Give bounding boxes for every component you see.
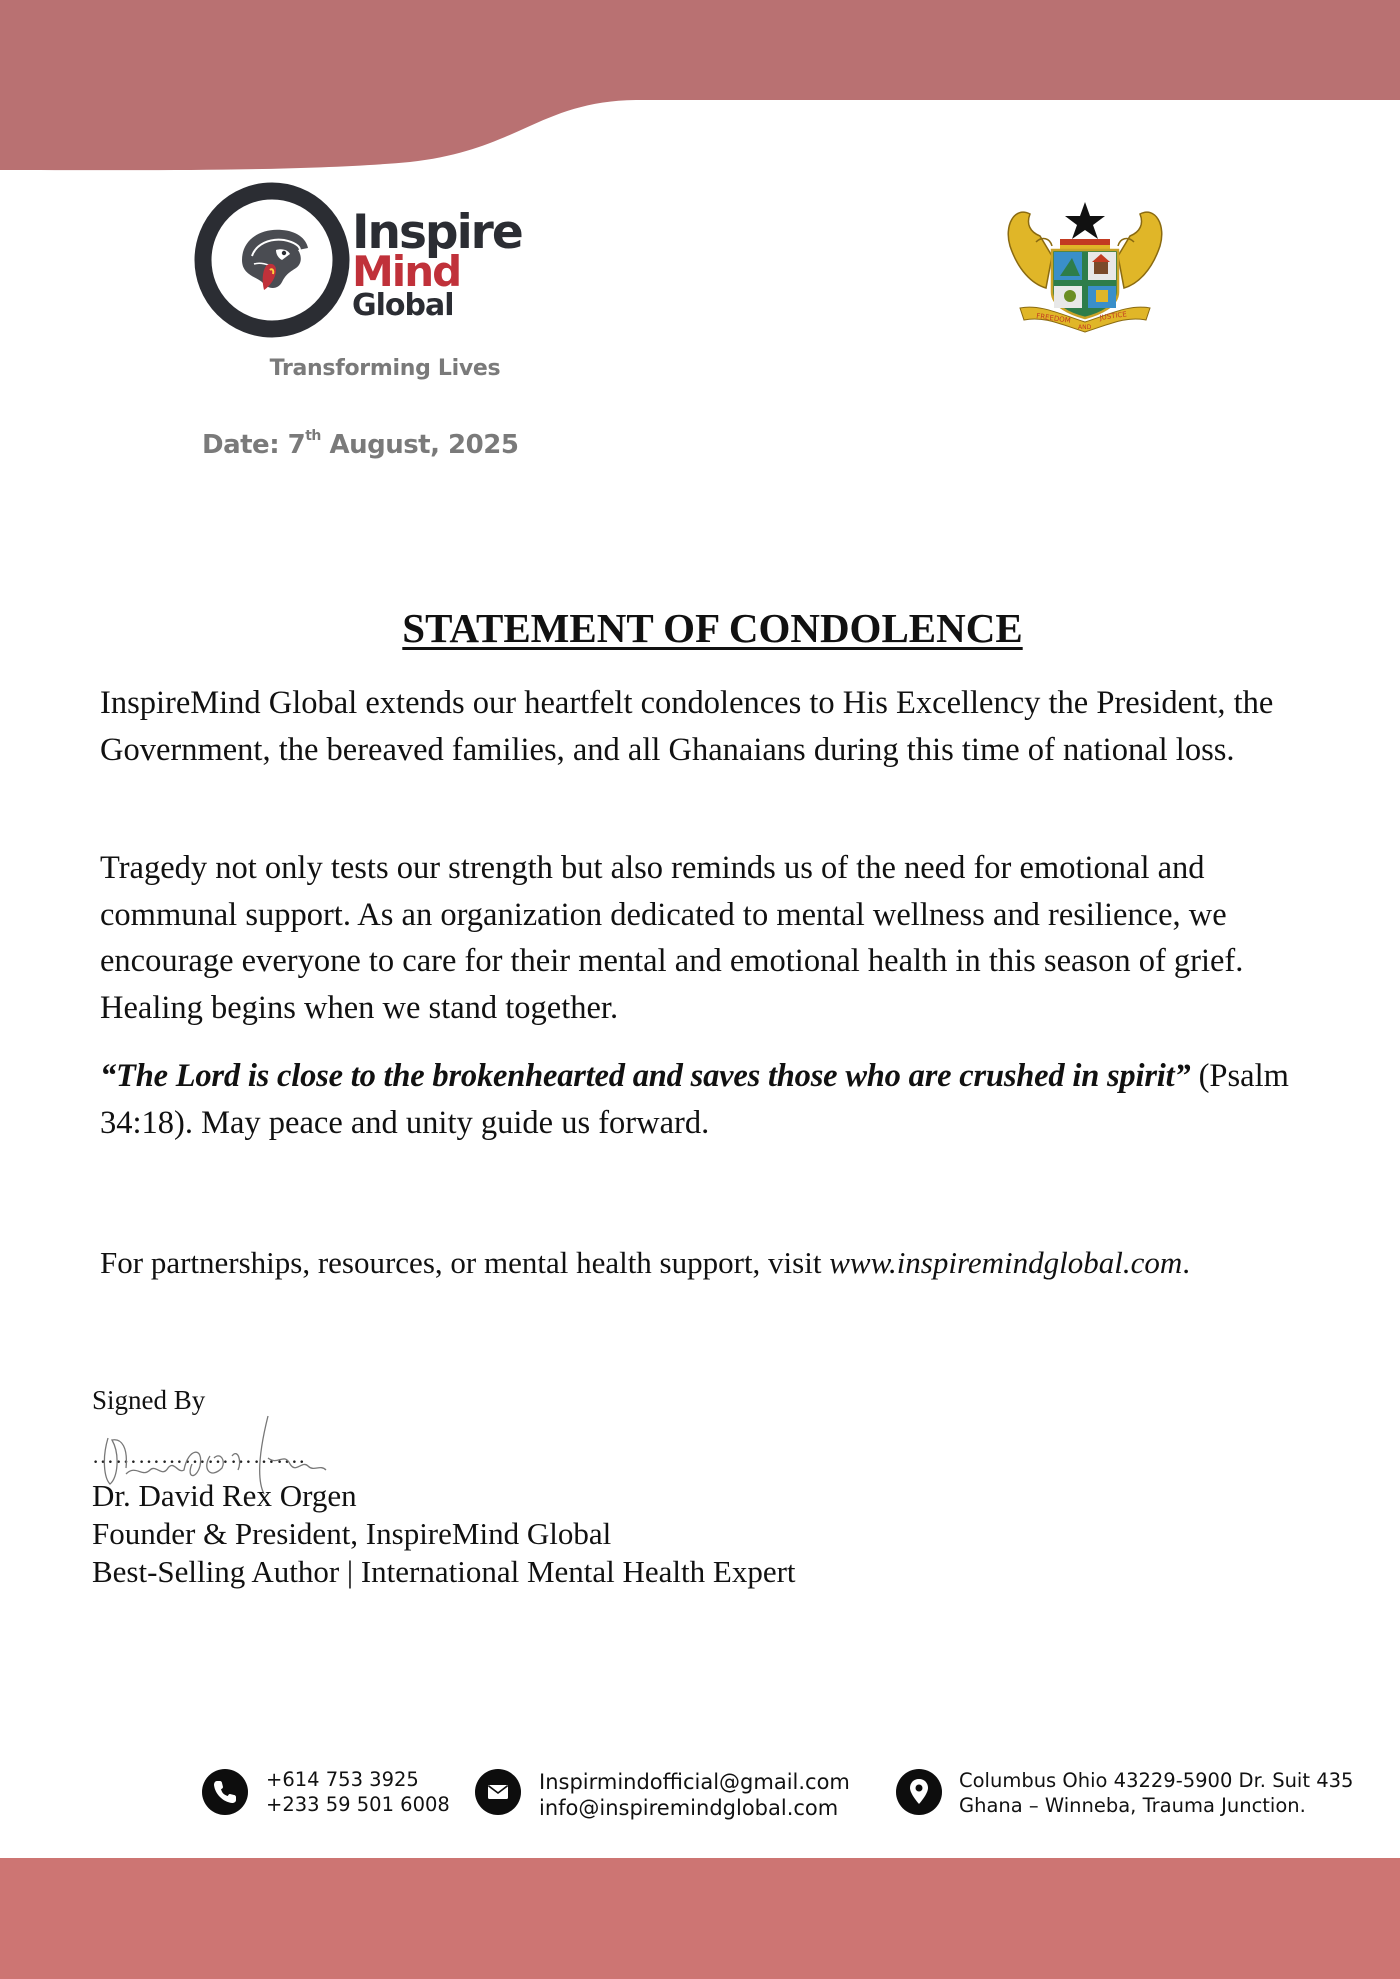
motto-justice: JUSTICE <box>1099 310 1128 322</box>
motto-freedom: FREEDOM <box>1035 312 1072 325</box>
paragraph-visit <box>100 1240 1340 1287</box>
signatory-credentials: Best-Selling Author | International Mental Health Expert <box>92 1554 796 1589</box>
scripture-reference: (Psalm 34:18). May peace and unity guide us forward. <box>100 1058 1289 1141</box>
paragraph-condolence: InspireMind Global extends our heartfelt condolences to His Excellency the President, the Government, the bereaved families, and all Ghanaians during this time of national loss. <box>100 685 1274 768</box>
date-suffix: August, 2025 <box>320 430 519 460</box>
phone-number-2[interactable]: +233 59 501 6008 <box>266 1793 450 1816</box>
website-link[interactable]: www.inspiremindglobal.com <box>829 1245 1183 1280</box>
signed-by-label: Signed By <box>92 1385 206 1415</box>
inspiremind-logo <box>190 178 530 348</box>
paragraph-support: Tragedy not only tests our strength but also reminds us of the need for emotional and communal support. As an organization dedicated to mental wellness and resilience, we encourage everyone to care for their mental and emotional health in this season of grief. Healing begins when we stand together. <box>100 850 1244 1026</box>
email-address-2[interactable]: info@inspiremindglobal.com <box>539 1796 839 1820</box>
footer-band <box>0 1858 1400 1979</box>
address-line-1: Columbus Ohio 43229-5900 Dr. Suit 435 <box>959 1769 1354 1792</box>
scripture-quote: “The Lord is close to the brokenhearted and saves those who are crushed in spirit” <box>100 1058 1191 1094</box>
location-pin-icon <box>896 1769 942 1815</box>
phone-numbers <box>266 1767 450 1817</box>
phone-icon <box>202 1769 248 1815</box>
visit-text: For partnerships, resources, or mental health support, visit <box>100 1245 830 1280</box>
address-line-2: Ghana – Winneba, Trauma Junction. <box>959 1794 1306 1817</box>
motto-and: AND <box>1078 324 1092 331</box>
logo-word-global: Global <box>352 288 454 323</box>
header-wave-band <box>0 0 1400 180</box>
logo-word-mind: Mind <box>352 247 461 296</box>
mail-icon <box>475 1769 521 1815</box>
signatory-role: Founder & President, InspireMind Global <box>92 1516 612 1551</box>
phone-number-1[interactable]: +614 753 3925 <box>266 1768 419 1791</box>
paragraph-scripture <box>100 1053 1340 1146</box>
email-address-1[interactable]: Inspirmindofficial@gmail.com <box>539 1770 850 1794</box>
document-title: STATEMENT OF CONDOLENCE <box>402 605 1023 651</box>
address-lines <box>959 1768 1353 1818</box>
signature-line: ………………………. <box>92 1443 306 1468</box>
logo-word-inspire: Inspire <box>352 205 522 260</box>
visit-suffix: . <box>1182 1245 1191 1280</box>
date-ordinal: th <box>305 428 321 444</box>
document-date <box>202 430 518 460</box>
signatory-name: Dr. David Rex Orgen <box>92 1478 357 1513</box>
email-addresses <box>539 1769 850 1821</box>
coat-of-arms-emblem <box>1000 196 1170 336</box>
date-prefix: Date: 7 <box>202 430 306 460</box>
tagline: Transforming Lives <box>269 356 501 381</box>
